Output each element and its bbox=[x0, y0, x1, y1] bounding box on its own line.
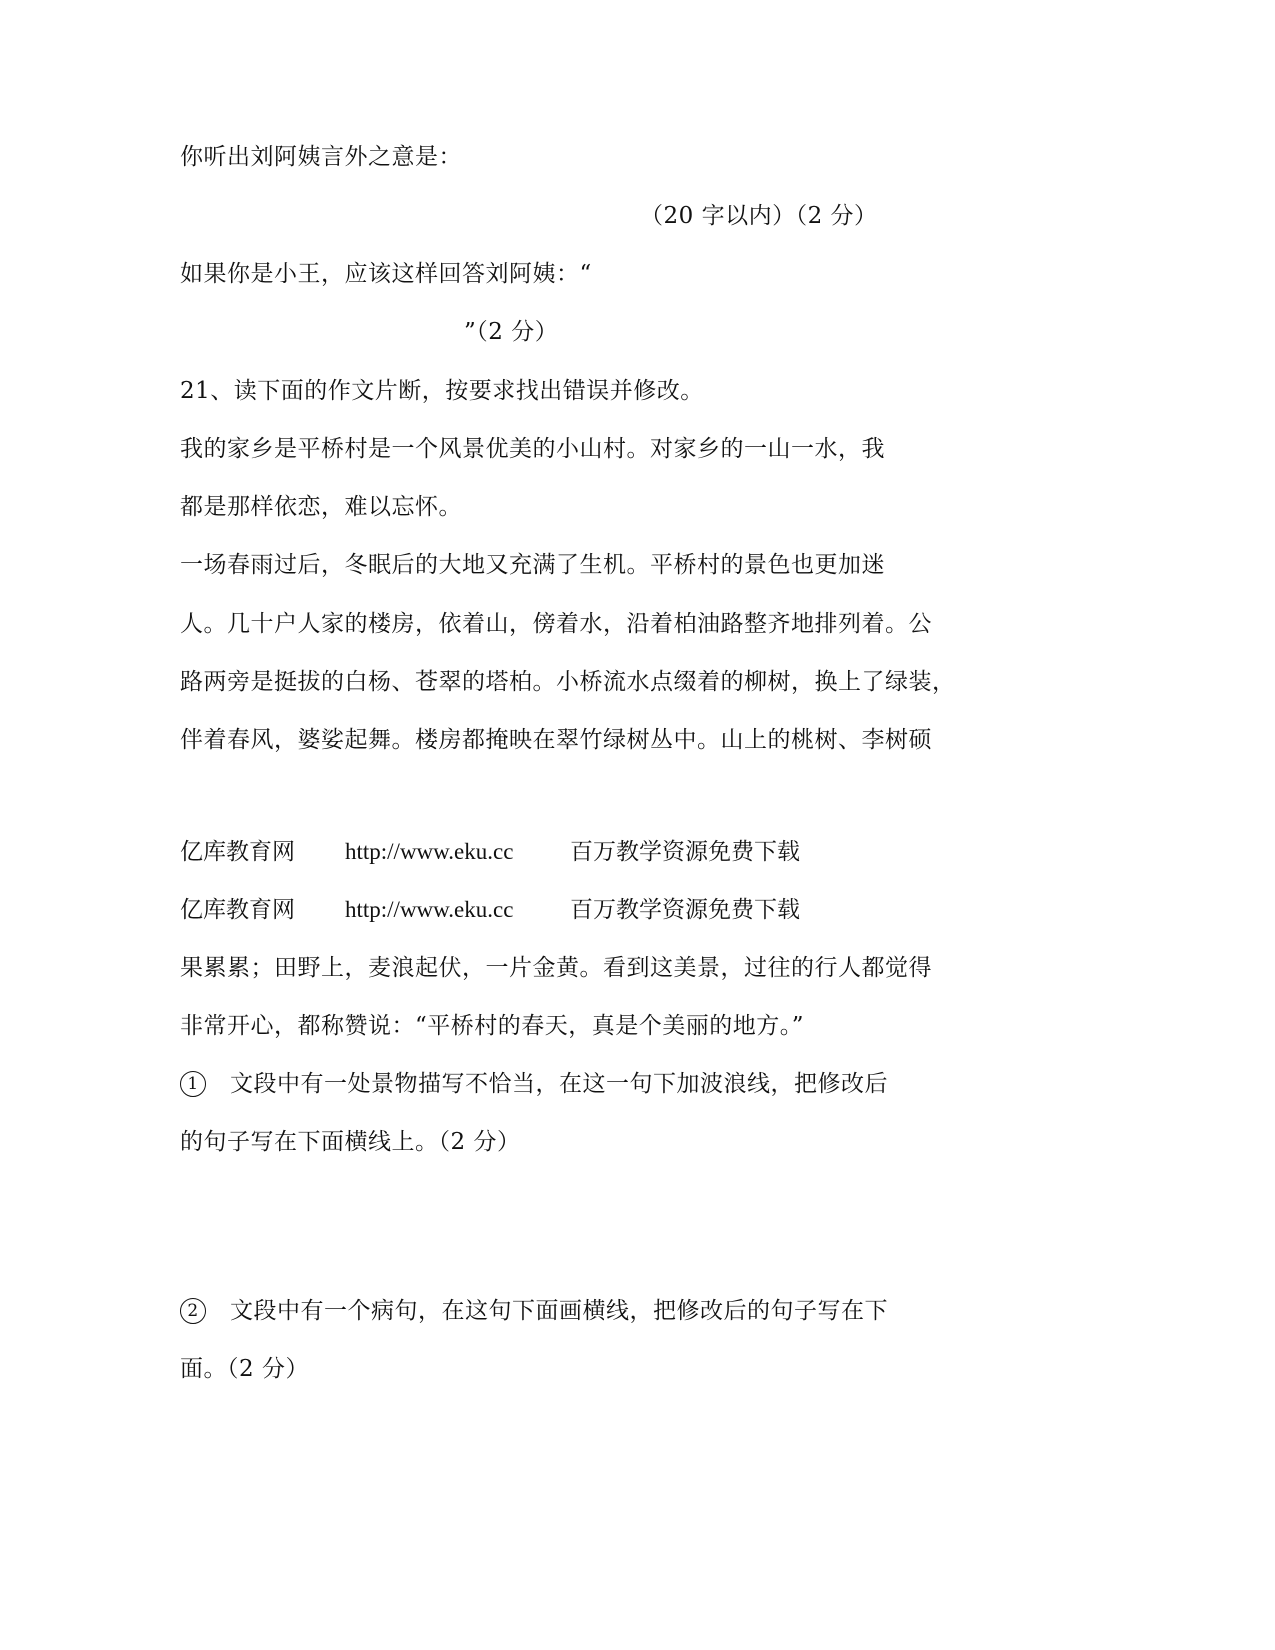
passage-line: 都是那样依恋，难以忘怀。 bbox=[180, 494, 462, 520]
passage-line: 一场春雨过后，冬眠后的大地又充满了生机。平桥村的景色也更加迷 bbox=[180, 552, 885, 578]
sub-question-text: 文段中有一个病句，在这句下面画横线，把修改后的句子写在下 bbox=[230, 1298, 888, 1324]
q21-heading: 21、读下面的作文片断，按要求找出错误并修改。 bbox=[180, 378, 704, 404]
q20-answer-prompt: 如果你是小王，应该这样回答刘阿姨：“ bbox=[180, 261, 592, 287]
circled-number-1-icon: 1 bbox=[180, 1071, 206, 1097]
passage-line: 路两旁是挺拔的白杨、苍翠的塔柏。小桥流水点缀着的柳树，换上了绿装， bbox=[180, 669, 956, 695]
sub-question-2 bbox=[180, 1296, 888, 1326]
sub-question-text: 文段中有一处景物描写不恰当，在这一句下加波浪线，把修改后 bbox=[230, 1071, 888, 1097]
passage-line: 果累累；田野上，麦浪起伏，一片金黄。看到这美景，过往的行人都觉得 bbox=[180, 955, 932, 981]
sub-question-1-cont: 的句子写在下面横线上。（2 分） bbox=[180, 1129, 521, 1155]
q20-limit-note: （20 字以内）（2 分） bbox=[640, 203, 878, 229]
q20-answer-close: ”（2 分） bbox=[464, 319, 559, 345]
footer-slogan: 百万教学资源免费下载 bbox=[570, 839, 800, 865]
q20-prompt: 你听出刘阿姨言外之意是： bbox=[180, 144, 462, 170]
header-slogan: 百万教学资源免费下载 bbox=[570, 897, 800, 923]
passage-line: 人。几十户人家的楼房，依着山，傍着水，沿着柏油路整齐地排列着。公 bbox=[180, 611, 932, 637]
header-url: http://www.eku.cc bbox=[345, 897, 514, 922]
passage-line: 我的家乡是平桥村是一个风景优美的小山村。对家乡的一山一水，我 bbox=[180, 436, 885, 462]
circled-number-2-icon: 2 bbox=[180, 1298, 206, 1324]
sub-question-1 bbox=[180, 1069, 888, 1099]
sub-question-2-cont: 面。（2 分） bbox=[180, 1356, 309, 1382]
passage-line: 非常开心，都称赞说：“平桥村的春天，真是个美丽的地方。” bbox=[180, 1013, 805, 1039]
footer-url: http://www.eku.cc bbox=[345, 839, 514, 864]
passage-line: 伴着春风，婆娑起舞。楼房都掩映在翠竹绿树丛中。山上的桃树、李树硕 bbox=[180, 727, 932, 753]
header-site-name: 亿库教育网 bbox=[180, 897, 295, 923]
footer-site-name: 亿库教育网 bbox=[180, 839, 295, 865]
